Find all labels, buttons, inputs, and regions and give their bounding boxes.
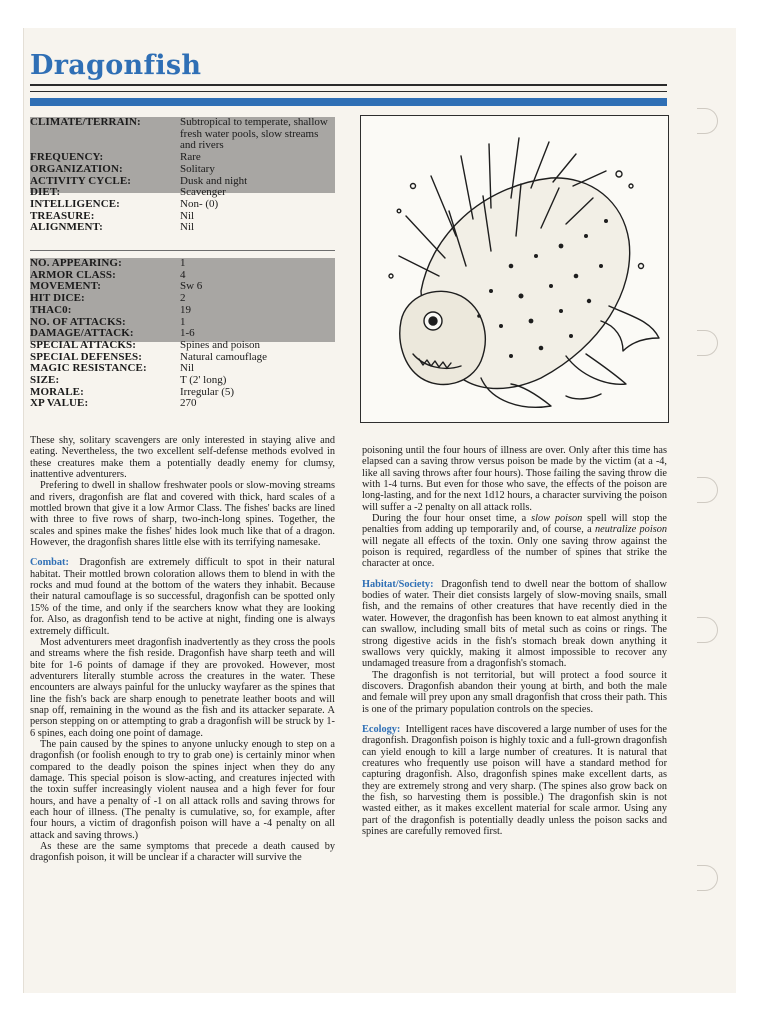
stat-value: Nil [180,362,195,375]
body-paragraph: The pain caused by the spines to anyone unlucky enough to step on a dragonfish (or foolish enough to try to grab one) is certainly minor when compared to the deadly poison the spines inject when they do any damage. This special poison is slow-acting, and creatures injected with the toxin suffer increasingly violent nausea and a high fever for four hours, and have a penalty of -1 on all attack rolls and saving throws for each hour of illness. (The penalty is cumulative, so, for example, after four hours, a victim of dragonfish poison will have a -4 penalty on all attack and saving throws.) [30,738,335,841]
ecology-heading: Ecology: [362,723,401,735]
stat-label: INTELLIGENCE: [30,197,120,210]
body-paragraph: As these are the same symptoms that precede a death caused by dragonfish poison, it will be unclear if a character will survive the [30,841,335,864]
combat-text: Dragonfish are extremely difficult to spot in their natural habitat. Their mottled brown coloration allows them to blend in with the rocks and mud found at the bottom of the waters they inhabit. Because their natural camouflage is so successful, dragonfish can be spotted only 15% of the time, and only if the searchers know what they are looking for. Also, as dragonfish tend to be active at night, finding one is always extremely difficult. [30,557,335,637]
body-paragraph: Prefering to dwell in shallow freshwater pools or slow-moving streams and rivers, dragonfish are flat and covered with thick, hard scales of a mottled brown that give it a low Armor Class. The fishes' backs are lined with three to five rows of sharp, two-inch-long spines. Together, the scales and spines make the fishes' hides look much like that of a dragon. However, the dragonfish shares little else with its terrifying namesake. [30,480,335,549]
habitat-text: Dragonfish tend to dwell near the bottom of shallow bodies of water. Their diet consists largely of slow-moving snails, small fish, and the remains of other creatures that have recently died in the water. However, the dragonfish has been known to eat almost anything it can swallow, including small bits of metal such as coins or rings. The strong digestive acids in the fish's stomach break down anything it swallows very quickly, making it almost impossible to recover any undamaged treasure from a dragonfish's stomach. [362,578,667,670]
stat-row [30,117,335,152]
stat-row [30,222,335,234]
stat-divider [30,250,335,251]
text-column-right [362,445,667,837]
habitat-heading: Habitat/Society: [362,578,434,590]
ecology-section [362,724,667,837]
text-run: will negate all effects of the toxin. Only one saving throw against the poison is required, regardless of the number of spines that strike the character at once. [362,535,667,570]
stat-label: DAMAGE/ATTACK: [30,327,134,340]
stat-value: Natural camouflage [180,350,268,363]
stat-label: SPECIAL DEFENSES: [30,350,143,363]
stat-value: Irregular (5) [180,385,235,398]
stat-value: Nil [180,221,195,234]
stat-value: 2 [180,292,186,305]
stat-value: Nil [180,209,195,222]
stat-label: NO. APPEARING: [30,257,122,269]
stat-label: XP VALUE: [30,397,89,410]
intro-paragraph: These shy, solitary scavengers are only interested in staying alive and eating. Nevertheless, the two excellent self-defense methods evolved in these creatures make them a potentially deadly enemy for clumsy, inattentive adventurers. [30,435,335,481]
stat-label: MOVEMENT: [30,280,101,293]
dragonfish-illustration [360,115,669,423]
stat-label: MORALE: [30,385,84,398]
stat-row [30,164,335,176]
stat-label: TREASURE: [30,209,95,222]
text-run: During the four hour onset time, a [372,513,532,525]
stat-value: 1-6 [180,327,195,340]
title-rule-2 [30,91,667,92]
body-paragraph: Most adventurers meet dragonfish inadvertently as they cross the pools and streams where the fish reside. Dragonfish have sharp teeth and will bite for 1-6 points of damage if they are provoked. However, most adventurers literally stumble across the creatures in the water. These encounters are always painful for the unlucky wayfarer as the spines that line the fish's back are sharp enough to penetrate leather boots and will snap off, remaining in the wound as the fish and its attacker separate. A person stepping on or attempting to grab a dragonfish will be struck by 1-6 spines, each doing one point of damage. [30,636,335,739]
text-run: spell will stop the penalties from adding up temporarily and, of course, a [362,513,667,536]
stat-label: ACTIVITY CYCLE: [30,174,132,187]
stat-value: 19 [180,303,191,316]
stat-row [30,199,335,211]
title-band [30,98,667,106]
ecology-text: Intelligent races have discovered a large number of uses for the dragonfish. Dragonfish poison is highly toxic and a full-grown dragonfish can yield enough to kill a large number of creatures. It is natural that creatures who frequently use poison will have a standard method for capturing dragonfish. Also, dragonfish spines make excellent darts, as they are extremely strong and very sharp. (The spines also grow back on the fish, so harvesting them is possible.) The dragonfish skin is not wasted either, as it makes excellent material for scale armor. Using any part of the dragonfish is potentially deadly unless the poison sacks and spines are carefully removed first. [362,723,667,837]
stat-value: Solitary [180,162,215,175]
stat-row [30,258,335,270]
stat-label: THAC0: [30,303,72,316]
stat-row [30,398,335,410]
habitat-section [362,579,667,670]
dragonfish-drawing [361,116,668,422]
title-rule [30,84,667,86]
body-paragraph: The dragonfish is not territorial, but will protect a food source it discovers. Dragonfish abandon their young at birth, and both the male and female will prey upon any small dragonfish that cross their path. This is one of the primary population controls on the species. [362,669,667,715]
stat-row [30,375,335,387]
spell-name: neutralize poison [595,524,667,536]
stat-label: ALIGNMENT: [30,221,103,234]
page-title: Dragonfish [30,50,202,81]
stat-value: T (2' long) [180,374,227,387]
text-column-left [30,435,335,864]
stat-block-bottom [30,258,335,410]
stat-label: CLIMATE/TERRAIN: [30,116,141,128]
stat-value: Rare [180,151,201,164]
stat-value: 1 [180,315,186,328]
stat-value: Dusk and night [180,174,248,187]
stat-label: ARMOR CLASS: [30,268,116,281]
stat-label: MAGIC RESISTANCE: [30,362,147,375]
stat-value: Subtropical to temperate, shallow fresh water pools, slow streams and rivers [180,116,328,152]
stat-row [30,305,335,317]
stat-row [30,340,335,352]
body-paragraph [362,513,667,570]
stat-label: SPECIAL ATTACKS: [30,338,137,351]
stat-label: FREQUENCY: [30,151,104,164]
stat-label: DIET: [30,186,61,199]
stat-value: 1 [180,257,186,269]
stat-label: SIZE: [30,374,60,387]
combat-heading: Combat: [30,557,69,569]
stat-value: Scavenger [180,186,226,199]
stat-value: Sw 6 [180,280,203,293]
stat-block-top [30,117,335,234]
stat-value: 4 [180,268,186,281]
body-paragraph: poisoning until the four hours of illness are over. Only after this time has elapsed can a saving throw versus poison be made by the victim (at a -4, like all saving throws after four hours). Those failing the saving throw die with 1-4 turns. But even for those who save, the effects of the poison are long-lasting, and for the next 1d12 hours, a character surviving the poison will suffer a -2 penalty on all attack rolls. [362,445,667,513]
stat-value: 270 [180,397,197,410]
stat-label: HIT DICE: [30,292,85,305]
spell-name: slow poison [531,513,583,525]
stat-label: ORGANIZATION: [30,162,123,175]
combat-section [30,557,335,636]
stat-value: Non- (0) [180,197,219,210]
stat-label: NO. OF ATTACKS: [30,315,126,328]
stat-value: Spines and poison [180,338,261,351]
